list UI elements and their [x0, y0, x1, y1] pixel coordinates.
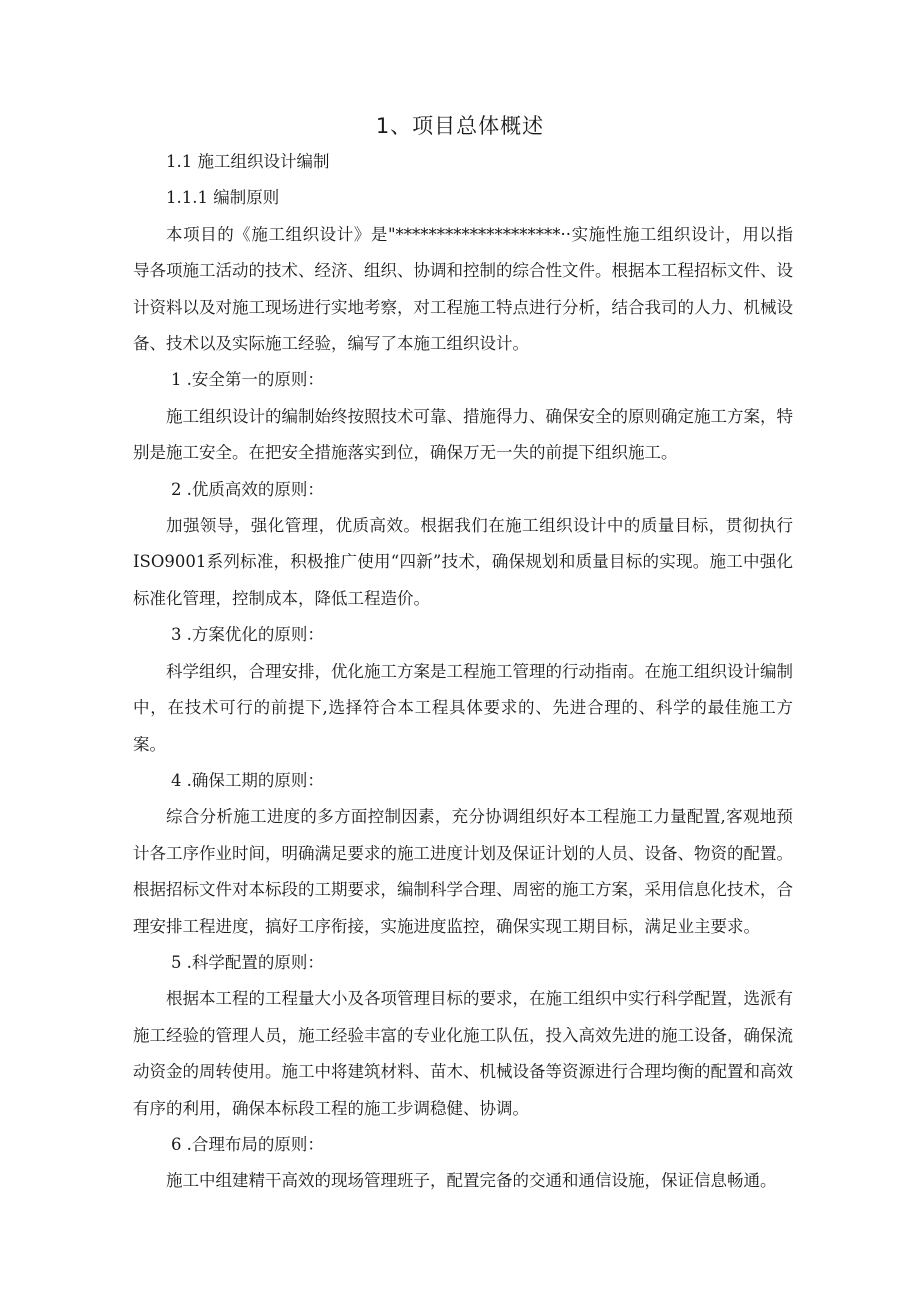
principle-text-1: 施工组织设计的编制始终按照技术可靠、措施得力、确保安全的原则确定施工方案，特别是施工安全。在把安全措施落实到位，确保万无一失的前提下组织施工。	[133, 406, 793, 463]
principle-heading-4: 4 .确保工期的原则：	[170, 770, 324, 790]
principle-text-5: 根据本工程的工程量大小及各项管理目标的要求，在施工组织中实行科学配置，选派有施工经验的管理人员，施工经验丰富的专业化施工队伍，投入高效先进的施工设备，确保流动资金的周转使用。施工中将建筑材料、苗木、机械设备等资源进行合理均衡的配置和高效有序的利用，确保本标段工程的施工步调稳健、协调。	[133, 989, 793, 1118]
principle-text-6: 施工中组建精干高效的现场管理班子，配置完备的交通和通信设施，保证信息畅通。	[166, 1171, 777, 1191]
principle-heading-5: 5 .科学配置的原则：	[170, 952, 324, 972]
principle-heading-6: 6 .合理布局的原则：	[170, 1134, 324, 1154]
principle-text-3: 科学组织，合理安排，优化施工方案是工程施工管理的行动指南。在施工组织设计编制中，在技术可行的前提下,选择符合本工程具体要求的、先进合理的、科学的最佳施工方案。	[133, 661, 793, 754]
intro-paragraph: 本项目的《施工组织设计》是"********************··实施性施工组织设计，用以指导各项施工活动的技术、经济、组织、协调和控制的综合性文件。根据本工程招标文件、设计资料以及对施工现场进行实地考察，对工程施工特点进行分析，结合我司的人力、机械设备、技术以及实际施工经验，编写了本施工组织设计。	[133, 224, 793, 354]
principle-heading-3: 3 .方案优化的原则：	[170, 625, 324, 645]
document-title: 1、项目总体概述	[375, 114, 545, 138]
principle-heading-1: 1 .安全第一的原则：	[170, 370, 324, 390]
section-heading-1-1: 1.1 施工组织设计编制	[166, 152, 330, 171]
principle-heading-2: 2 .优质高效的原则：	[170, 479, 324, 499]
document-body	[133, 144, 793, 1200]
principle-text-2: 加强领导，强化管理，优质高效。根据我们在施工组织设计中的质量目标，贯彻执行ISO9001系列标准，积极推广使用“四新”技术，确保规划和质量目标的实现。施工中强化标准化管理，控制成本，降低工程造价。	[133, 516, 793, 608]
section-heading-1-1-1: 1.1.1 编制原则	[166, 188, 280, 208]
principle-text-4: 综合分析施工进度的多方面控制因素，充分协调组织好本工程施工力量配置,客观地预计各工序作业时间，明确满足要求的施工进度计划及保证计划的人员、设备、物资的配置。根据招标文件对本标段的工期要求，编制科学合理、周密的施工方案，采用信息化技术，合理安排工程进度，搞好工序衔接，实施进度监控，确保实现工期目标，满足业主要求。	[133, 807, 793, 936]
